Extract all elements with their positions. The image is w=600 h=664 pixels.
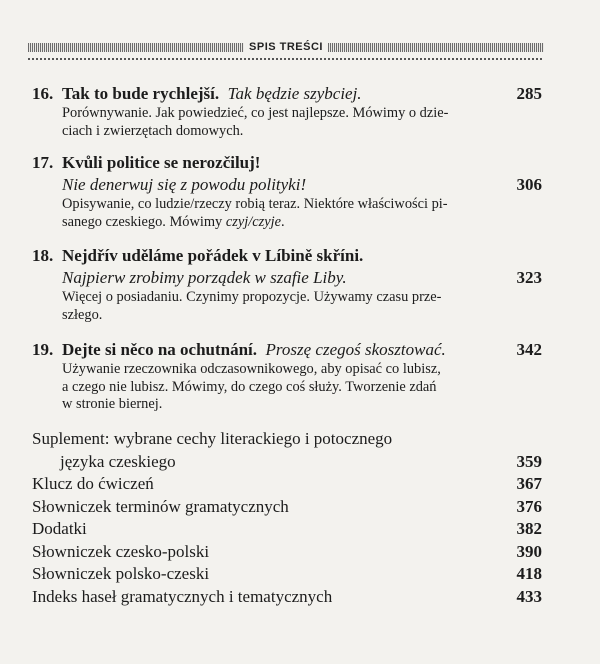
entry-page: 433: [516, 586, 542, 606]
entry-label: Słowniczek terminów gramatycznych: [32, 496, 289, 516]
toc-entry-key: [32, 473, 542, 496]
entry-label: Słowniczek czesko-polski: [32, 541, 210, 561]
toc-entry-cz-pl-dictionary: [32, 541, 542, 564]
chapter-title-pl: Tak będzie szybciej.: [227, 84, 362, 103]
chapter-subheading: [32, 267, 542, 289]
entry-page: 390: [516, 541, 542, 561]
header-rule-right: [328, 43, 544, 52]
description-line: szłego.: [62, 306, 103, 323]
toc-entry-supplement: [32, 428, 542, 451]
entry-page: 376: [516, 496, 542, 516]
chapter-heading: [32, 152, 542, 174]
entry-label: Klucz do ćwiczeń: [32, 474, 154, 493]
entry-page: 359: [516, 451, 542, 471]
description-line: Porównywanie. Jak powiedzieć, co jest najlepsze. Mówimy o dzie-: [62, 105, 449, 121]
entry-label: języka czeskiego: [60, 451, 176, 471]
toc-entry-index: [32, 586, 542, 609]
chapter-description: [62, 105, 532, 140]
description-italic: czyj/czyje: [225, 213, 281, 230]
entry-label: Indeks haseł gramatycznych i tematycznych: [32, 586, 333, 606]
chapter-description: [62, 361, 532, 414]
dotted-divider: [28, 58, 544, 60]
chapter-heading: [32, 339, 542, 361]
description-line: w stronie biernej.: [62, 396, 163, 412]
entry-label: Dodatki: [32, 519, 87, 538]
chapter-description: [62, 289, 532, 324]
entry-label: Suplement: wybrane cechy literackiego i potocznego: [32, 429, 393, 448]
toc-extras: [32, 428, 542, 608]
toc-chapter-17: [32, 152, 542, 231]
description-text: sanego czeskiego. Mówimy: [62, 213, 226, 230]
chapter-number: 16.: [32, 84, 54, 103]
chapter-title-pl: Nie denerwuj się z powodu polityki!: [62, 175, 307, 194]
description-line: a czego nie lubisz. Mówimy, do czego coś służy. Tworzenie zdań: [62, 378, 437, 395]
chapter-title-pl: Proszę czegoś skosztować.: [265, 340, 446, 359]
chapter-page: 285: [516, 84, 542, 103]
chapter-number: 17.: [32, 153, 54, 172]
chapter-number: 19.: [32, 340, 54, 359]
chapter-number: 18.: [32, 246, 54, 265]
toc-entry-pl-cz-dictionary: [32, 563, 542, 586]
entry-label: Słowniczek polsko-czeski: [32, 564, 210, 583]
toc-chapter-16: [32, 83, 542, 140]
description-line: ciach i zwierzętach domowych.: [62, 122, 244, 139]
description-text: .: [281, 213, 285, 230]
chapter-heading: [32, 245, 542, 267]
chapter-subheading: [32, 174, 542, 196]
entry-page: 367: [516, 474, 542, 493]
chapter-title: Dejte si něco na ochutnání.: [62, 340, 258, 359]
entry-page: 418: [516, 564, 542, 583]
header-rule-left: [28, 43, 244, 52]
chapter-page: 342: [516, 340, 542, 359]
description-line: Opisywanie, co ludzie/rzeczy robią teraz. Niektóre właściwości pi-: [62, 196, 448, 212]
toc-entry-appendix: [32, 518, 542, 541]
toc-chapter-19: [32, 339, 542, 414]
chapter-page: 323: [516, 268, 542, 287]
chapter-title-pl: Najpierw zrobimy porządek w szafie Liby.: [62, 268, 347, 287]
running-header: [28, 41, 544, 53]
entry-page: 382: [516, 519, 542, 538]
toc-chapter-18: [32, 245, 542, 324]
description-line: Więcej o posiadaniu. Czynimy propozycje. Używamy czasu prze-: [62, 289, 442, 305]
toc-entry-grammar-glossary: [32, 496, 542, 519]
description-line: [62, 214, 532, 232]
chapter-title: Nejdřív uděláme pořádek v Líbině skříni.: [62, 246, 364, 265]
chapter-description: [62, 196, 532, 231]
description-line: Używanie rzeczownika odczasownikowego, aby opisać co lubisz,: [62, 361, 441, 377]
chapter-heading: [32, 83, 542, 105]
chapter-title: Kvůli politice se nerozčiluj!: [62, 153, 261, 172]
toc-entry-supplement-cont: [32, 451, 542, 474]
header-title: SPIS TREŚCI: [249, 41, 323, 53]
chapter-title: Tak to bude rychlejší.: [62, 84, 220, 103]
chapter-page: 306: [516, 175, 542, 194]
